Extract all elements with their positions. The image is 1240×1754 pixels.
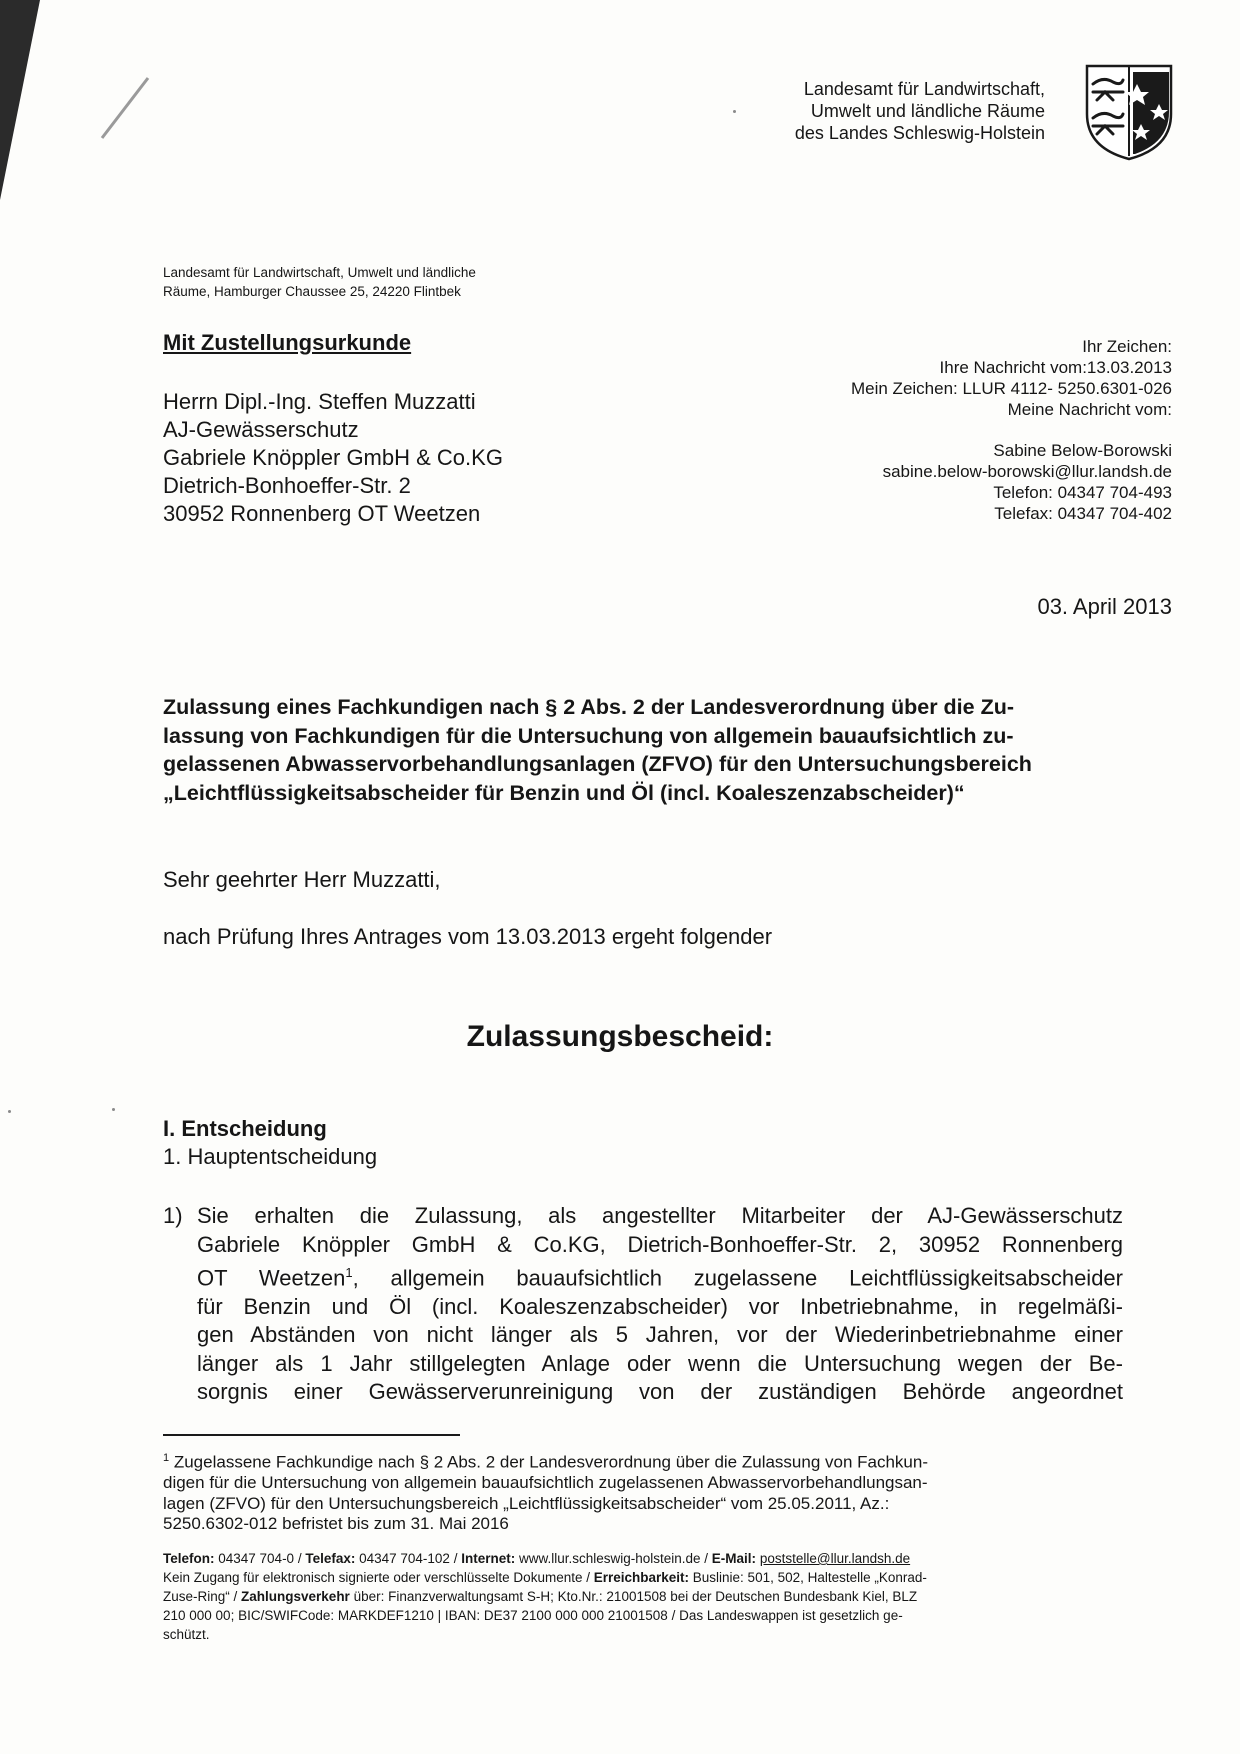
footnote [163,1448,1113,1535]
item-line [197,1259,1123,1293]
subsection-heading: 1. Hauptentscheidung [163,1144,378,1169]
authority-name [645,78,1045,144]
scan-speck [112,1108,115,1111]
footer-value: Buslinie: 501, 502, Haltestelle „Konrad- [689,1570,927,1585]
footer-label: Erreichbarkeit: [593,1570,690,1585]
contact-fax: Telefax: 04347 704-402 [994,504,1172,523]
footer-line [163,1549,1113,1568]
contact-email: sabine.below-borowski@llur.landsh.de [882,462,1172,481]
item-line: sorgnis einer Gewässerverunreinigung von der zuständigen Behörde angeordnet [197,1379,1123,1405]
footer-label: E-Mail: [711,1551,757,1566]
decision-title: Zulassungsbescheid: [466,1020,774,1053]
subject-line [163,693,1173,807]
recipient-line: 30952 Ronnenberg OT Weetzen [163,501,481,526]
delivery-note: Mit Zustellungsurkunde [163,330,412,355]
subject-text: lassung von Fachkundigen für die Untersuchung von allgemein bauaufsichtlich zu- [163,723,1014,748]
pen-mark [96,74,156,144]
item-number: 1) [163,1203,183,1228]
authority-line: Landesamt für Landwirtschaft, [803,79,1045,99]
authority-line: des Landes Schleswig-Holstein [794,123,1045,143]
item-line: Sie erhalten die Zulassung, als angestellter Mitarbeiter der AJ-Gewässerschutz [197,1203,1123,1228]
subject-text: Zulassung eines Fachkundigen nach § 2 Abs. 2 der Landesverordnung über die Zu- [163,695,1015,719]
footer-line [163,1568,1113,1587]
footer-label: Internet: [461,1551,516,1566]
item-line-rest: , allgemein bauaufsichtlich zugelassene Leichtflüssigkeitsabscheider [352,1265,1123,1291]
footer-value: 04347 704-102 / [355,1551,462,1566]
footer-value: 04347 704-0 / [214,1551,306,1566]
scan-corner-fold [0,0,40,200]
footnote-marker: 1 [163,1452,170,1464]
item-line-start: OT Weetzen [197,1265,346,1291]
subject-text: „Leichtflüssigkeitsabscheider für Benzin und Öl (incl. Koaleszenzabscheider)“ [163,780,965,805]
letter-date: 03. April 2013 [1037,594,1172,619]
recipient-line: AJ-Gewässerschutz [163,417,359,442]
footer-label: Telefax: [305,1551,356,1566]
ref-ihr-zeichen: Ihr Zeichen: [1082,337,1172,356]
footnote-divider [163,1434,460,1436]
footer-email: poststelle@llur.landsh.de [759,1551,911,1566]
footnote-line [163,1448,1113,1473]
recipient-address [163,388,503,528]
contact-phone: Telefon: 04347 704-493 [993,483,1172,502]
recipient-line: Dietrich-Bonhoeffer-Str. 2 [163,473,411,498]
footer-label: Telefon: [163,1551,215,1566]
footnote-line: 5250.6302-012 befristet bis zum 31. Mai 2016 [163,1514,509,1534]
coat-of-arms-icon [1083,62,1175,162]
item-line: Gabriele Knöppler GmbH & Co.KG, Dietrich-Bonhoeffer-Str. 2, 30952 Ronnenberg [197,1231,1123,1257]
return-address-line: Räume, Hamburger Chaussee 25, 24220 Flintbek [163,284,461,299]
footnote-reference: 1 [345,1265,353,1280]
return-address-line: Landesamt für Landwirtschaft, Umwelt und ländliche [163,265,476,280]
footer-line: 210 000 00; BIC/SWIFCode: MARKDEF1210 | IBAN: DE37 2100 000 000 21001508 / Das Landeswappen ist gesetzlich ge- [163,1608,903,1623]
footer-value: www.llur.schleswig-holstein.de / [515,1551,712,1566]
footnote-line: lagen (ZFVO) für den Untersuchungsbereich „Leichtflüssigkeitsabscheider“ vom 25.05.2011, Az.: [163,1493,890,1513]
item-line: gen Abständen von nicht länger als 5 Jahren, vor der Wiederinbetriebnahme einer [197,1322,1123,1348]
footer-line: schützt. [163,1627,210,1642]
contact-name: Sabine Below-Borowski [993,441,1172,460]
item-line: länger als 1 Jahr stillgelegten Anlage oder wenn die Untersuchung wegen der Be- [197,1350,1123,1376]
ref-meine-nachricht: Meine Nachricht vom: [1007,400,1172,419]
scan-speck [733,110,736,113]
intro-sentence: nach Prüfung Ihres Antrages vom 13.03.2013 ergeht folgender [163,924,773,949]
authority-line: Umwelt und ländliche Räume [810,101,1045,121]
return-address [163,263,583,301]
footnote-line: digen für die Untersuchung von allgemein bauaufsichtlich zugelassenen Abwasservorbehandlungsan- [163,1473,928,1493]
footer-line [163,1587,1113,1606]
ref-ihre-nachricht: Ihre Nachricht vom:13.03.2013 [939,358,1172,377]
footer-label: Zahlungsverkehr [241,1589,350,1604]
section-heading: I. Entscheidung [163,1116,327,1141]
subject-text: gelassenen Abwasservorbehandlungsanlagen (ZFVO) für den Untersuchungsbereich [163,752,1032,776]
reference-block [712,336,1172,524]
footer-value: über: Finanzverwaltungsamt S-H; Kto.Nr.: 21001508 bei der Deutschen Bundesbank Kiel, BLZ [349,1589,918,1604]
footnote-text: Zugelassene Fachkundige nach § 2 Abs. 2 der Landesverordnung über die Zulassung von Fachkun- [169,1452,929,1472]
salutation: Sehr geehrter Herr Muzzatti, [163,867,441,892]
recipient-line: Herrn Dipl.-Ing. Steffen Muzzatti [163,389,476,414]
footer-value: Kein Zugang für elektronisch signierte oder verschlüsselte Dokumente / [163,1570,594,1585]
item-line: für Benzin und Öl (incl. Koaleszenzabscheider) vor Inbetriebnahme, in regelmäßi- [197,1293,1123,1319]
recipient-line: Gabriele Knöppler GmbH & Co.KG [163,445,503,470]
letter-footer [163,1549,1113,1644]
footer-value: Zuse-Ring“ / [163,1589,242,1604]
ref-mein-zeichen: Mein Zeichen: LLUR 4112- 5250.6301-026 [850,379,1172,398]
item-text [197,1202,1123,1407]
scan-speck [8,1110,11,1113]
